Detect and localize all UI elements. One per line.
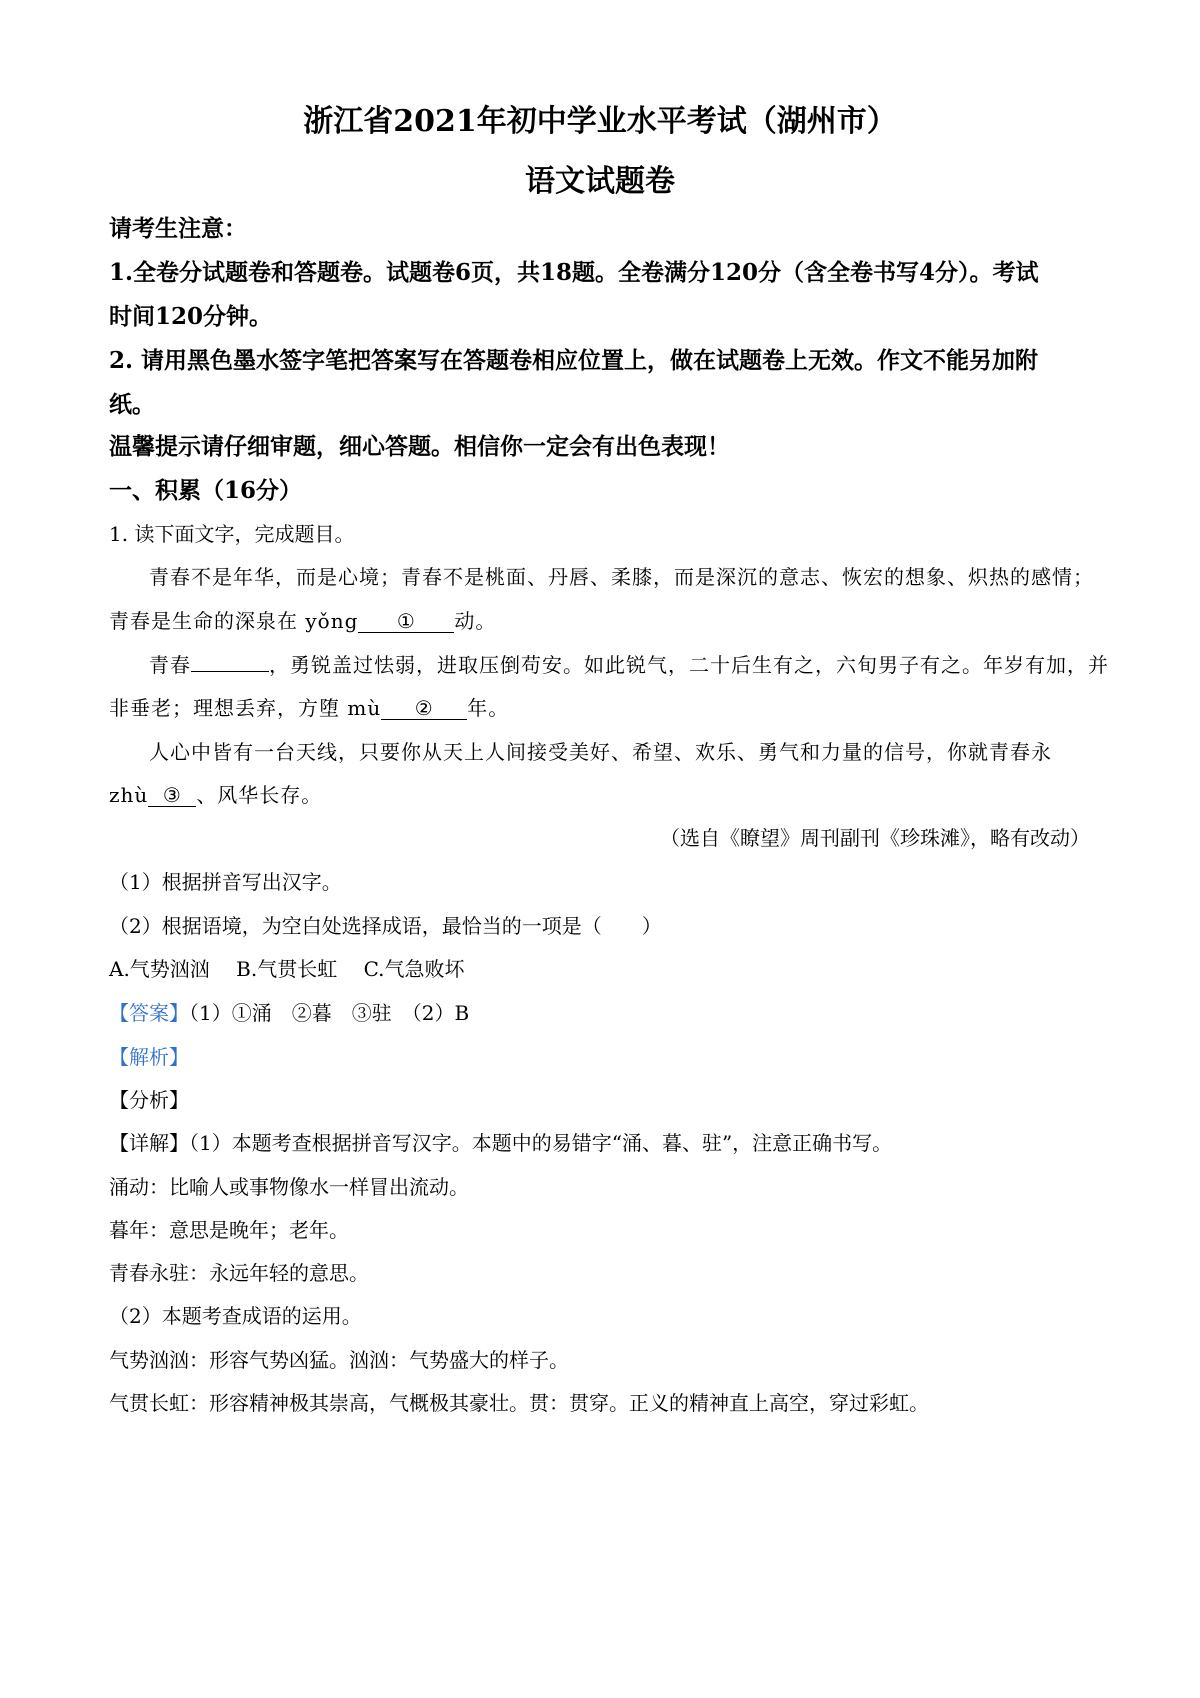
passage-p2-line1 — [149, 649, 1109, 678]
detail-text: （1）本题考查根据拼音写汉字。本题中的易错字“涌、暮、驻”，注意正确书写。 — [189, 1131, 893, 1155]
detail-explanation: 暮年：意思是晚年；老年。 — [109, 1218, 349, 1242]
notice-item1-line1: 1.全卷分试题卷和答题卷。试题卷6页，共18题。全卷满分120分（含全卷书写4分）。考试 — [109, 259, 1039, 286]
detail-explanation: 气势汹汹：形容气势凶猛。汹汹：气势盛大的样子。 — [109, 1348, 569, 1372]
passage-p3-line2 — [109, 779, 322, 808]
notice-item2-line2: 纸。 — [109, 391, 155, 418]
passage-p1-line1: 青春不是年华，而是心境；青春不是桃面、丹唇、柔膝，而是深沉的意志、恢宏的想象、炽热的感情； — [149, 565, 1094, 589]
question-stem: 1. 读下面文字，完成题目。 — [109, 522, 355, 546]
answer-line — [109, 997, 469, 1026]
detail-explanation: 涌动：比喻人或事物像水一样冒出流动。 — [109, 1175, 469, 1199]
passage-text: 动。 — [454, 609, 497, 633]
passage-text: 非垂老；理想丢弃，方堕 mù — [109, 696, 382, 720]
answer-options: A.气势汹汹 B.气贯长虹 C.气急败坏 — [109, 957, 465, 981]
passage-p2-line2 — [109, 692, 509, 721]
passage-p1-line2 — [109, 605, 496, 634]
passage-text: ，勇锐盖过怯弱，进取压倒苟安。如此锐气，二十后生有之，六旬男子有之。年岁有加，并 — [269, 653, 1109, 677]
sub-question-1: （1）根据拼音写出汉字。 — [109, 870, 342, 894]
blank-2: ② — [381, 698, 467, 720]
detail-explanation: 气贯长虹：形容精神极其崇高，气概极其豪壮。贯：贯穿。正义的精神直上高空，穿过彩虹。 — [109, 1391, 929, 1415]
page-subtitle: 语文试题卷 — [525, 164, 675, 199]
notice-heading: 请考生注意： — [109, 215, 247, 242]
notice-item1-line2: 时间120分钟。 — [109, 303, 273, 330]
detail-explanation: （2）本题考查成语的运用。 — [109, 1304, 362, 1328]
blank-idiom — [191, 671, 269, 672]
passage-source: （选自《瞭望》周刊副刊《珍珠滩》，略有改动） — [660, 826, 1090, 850]
page-title: 浙江省2021年初中学业水平考试（湖州市） — [303, 104, 897, 139]
detail-explanation: 青春永驻：永远年轻的意思。 — [109, 1261, 369, 1285]
blank-3: ③ — [148, 785, 196, 807]
passage-text: 、风华长存。 — [196, 783, 323, 807]
passage-p3-line1: 人心中皆有一台天线，只要你从天上人间接受美好、希望、欢乐、勇气和力量的信号，你就青春永 — [149, 740, 1052, 764]
passage-text: 年。 — [467, 696, 510, 720]
answer-label: 【答案】 — [109, 1001, 189, 1025]
passage-text: 青春是生命的深泉在 yǒng — [109, 609, 359, 633]
detail-line — [109, 1127, 892, 1156]
blank-1: ① — [358, 611, 454, 633]
fenxi-label: 【分析】 — [109, 1088, 189, 1112]
analysis-label: 【解析】 — [109, 1045, 189, 1069]
passage-text: zhù — [109, 783, 149, 807]
section-heading: 一、积累（16分） — [109, 477, 303, 504]
passage-text: 青春 — [149, 653, 191, 677]
detail-label: 【详解】 — [109, 1131, 189, 1155]
notice-item2-line1: 2. 请用黑色墨水签字笔把答案写在答题卷相应位置上，做在试题卷上无效。作文不能另加附 — [109, 347, 1039, 374]
answer-text: （1）①涌 ②暮 ③驻 （2）B — [189, 1001, 470, 1025]
notice-tip: 温馨提示请仔细审题，细心答题。相信你一定会有出色表现！ — [109, 433, 730, 460]
sub-question-2: （2）根据语境，为空白处选择成语，最恰当的一项是（ ） — [109, 914, 662, 938]
